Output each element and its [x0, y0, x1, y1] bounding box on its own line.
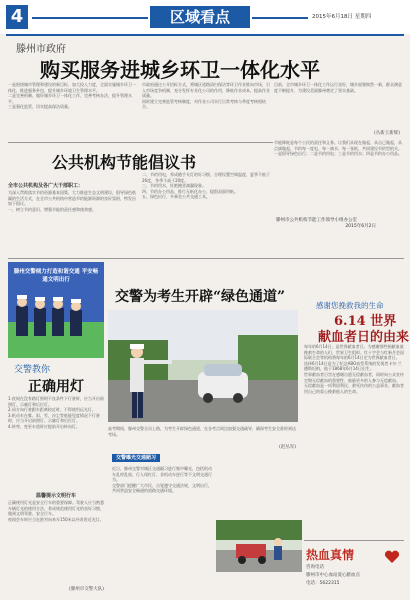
second-story-headline: 公共机构节能倡议书	[52, 153, 197, 172]
police-story-caption: 高考期间，滕州交警全员上路，为考生开辟绿色通道，在各考点周边加强交通疏导，确保考生安全准时到达考场。	[108, 426, 296, 437]
hotline-org: 滕州市中心血站爱心献血点	[306, 573, 360, 578]
box-title: 交警曝光交通陋习	[112, 454, 160, 462]
heart-icon	[384, 549, 400, 563]
second-story-body-col1: 为深入贯彻落实节约资源基本国策，大力推进生态文明建设，倡导绿色低碳的生活方式，在全市公共机构中营造节约能源资源的良好氛围，特发出如下倡议。 一、树立节约意识，增强节能的责任感和使命感。	[8, 190, 136, 212]
hotline-title: 热血真情	[306, 548, 355, 562]
divider-hotline	[304, 540, 404, 541]
police-story-byline: (赵丛军)	[278, 445, 296, 450]
traffic-tip-kicker: 交警教你	[14, 365, 51, 375]
issue-date: 2015年6月18日 星期四	[312, 14, 372, 20]
blood-story-headline-1: 6.14 世界	[334, 314, 397, 329]
second-story-signature	[276, 218, 406, 230]
top-story-byline: (丛新王新辉)	[373, 131, 400, 136]
blood-story-headline-2: 献血者日的由来	[318, 330, 410, 345]
box-body: 近日，滕州交警对城区交通陋习进行集中曝光，包括机动车乱停乱放、行人闯红灯、非机动车逆行等不文明交通行为。 交警部门提醒广大市民，自觉遵守交通法规，文明出行，共同营造安全畅通的道路交通环境。	[112, 466, 212, 494]
second-story-body-col2: 二、节约用电，养成随手关灯的好习惯，合理设置空调温度，夏季不低于26度，冬季不高于20度。 三、节约用水，杜绝跑冒滴漏现象。 四、节约办公用品，推行无纸化办公，提倡双面用纸。 五、绿色出行，多乘坐公共交通工具。	[142, 172, 270, 200]
signature-date: 2015年6月2日	[345, 224, 376, 229]
top-story-body-col1: 一是围绕城市管理和建设的新目标，加大投入力度，全面实施城乡环卫一体化，推进服务外包，提升城乡环境卫生管理水平。 二是完善机制，做好城乡环卫一体化工作，完善考核办法，提升管理水平。 三是强化监管，切实提高保洁质量。	[8, 82, 136, 110]
page-number: 4	[6, 5, 28, 29]
divider-2	[8, 258, 404, 259]
header-divider	[6, 34, 404, 36]
traffic-tip-subhead: 温馨提示文明行车	[35, 493, 76, 499]
section-title: 区域看点	[150, 6, 250, 28]
blood-story-body: 每年的6月14日，是世界献血者日。为感谢那些捐献血液挽救生命的人们，世界卫生组织、红十字会与红新月会国际联合会等机构将每年的6月14日定为世界献血者日。 选择6月14日是为了纪念ABO血型系统的发现者卡尔·兰德斯坦纳，他于1868年6月14日出生。 世界献血者日旨在感谢自愿无偿献血者，同时向公众宣传定期无偿献血的重要性，鼓励更多的人参与无偿献血。 无偿献血是一项利国利民、救死扶伤的公益事业，献血者用自己的爱心挽救他人的生命。	[304, 344, 404, 394]
traffic-tip-body-2: 正确使用灯光是安全行车的重要保障。驾驶人应当熟悉车辆灯光的使用方法，养成规范使用灯光的良好习惯，做到文明驾驶、安全行车。 夜间会车时应当在距对向来车150米以外改用近光灯。	[8, 500, 104, 522]
top-story-body-col2: 市政府通过公开招标方式，将城区道路清扫保洁等环卫作业推向市场，引入市场竞争机制，充分发挥专业化公司的作用，降低作业成本，提高作业质量。 同时建立完善监管考核制度，对作业公司实行日常考核与季度考核相结合。	[142, 82, 270, 110]
box-photo	[216, 520, 302, 572]
traffic-tip-byline: (滕州市交警大队)	[68, 587, 104, 592]
blood-story-kicker: 感谢您挽救我的生命	[316, 301, 384, 310]
divider-1	[8, 142, 273, 143]
top-story-headline: 购买服务进城乡环卫一体化水平	[40, 58, 320, 82]
header-rule-left	[32, 17, 148, 19]
hotline-phone: 电话：5622315	[306, 581, 340, 586]
police-story-headline: 交警为考生开辟“绿色通道”	[115, 289, 286, 305]
traffic-police-poster	[8, 262, 104, 358]
traffic-tip-body: 1.夜间在没有路灯照明不良条件下行驶时，应当开启前照灯、示廓灯和后位灯。 2.同方向行驶跟车距离较近时，不得使用远光灯。 3.机动车在雾、雨、雪、沙尘等低能见度情况下行驶时，应当开启前照灯、示廓灯和后位灯。 4.转弯、变更车道时应提前开启转向灯。	[8, 396, 104, 429]
top-story-kicker: 滕州市政府	[16, 44, 66, 55]
top-story-body-col3: 目前，全市城乡环卫一体化工作运行良好，城乡面貌焕然一新，群众满意度不断提升，为建设美丽滕州奠定了坚实基础。	[274, 82, 402, 93]
second-story-body-right: 节能降耗是每个公民的责任和义务。让我们从现在做起，从自己做起，从点滴做起，节约每一度电、每一滴水、每一张纸，共同建设节约型机关。 一是倡导绿色出行；二是节约用电；三是节约用水；四是节约办公用品。	[274, 140, 402, 157]
signature-org: 滕州市公共机构节能工作领导小组办公室	[276, 218, 357, 223]
hotline-sub: 咨询电话	[306, 565, 324, 570]
police-story-photo	[108, 310, 298, 422]
poster-caption: 滕州交警倾力打造和谐交通 平安畅通文明出行	[13, 269, 99, 283]
header-rule-right	[252, 17, 308, 19]
traffic-tip-headline: 正确用灯	[28, 379, 84, 395]
second-story-subhead: 全市公共机构及各广大干部职工：	[8, 183, 84, 189]
